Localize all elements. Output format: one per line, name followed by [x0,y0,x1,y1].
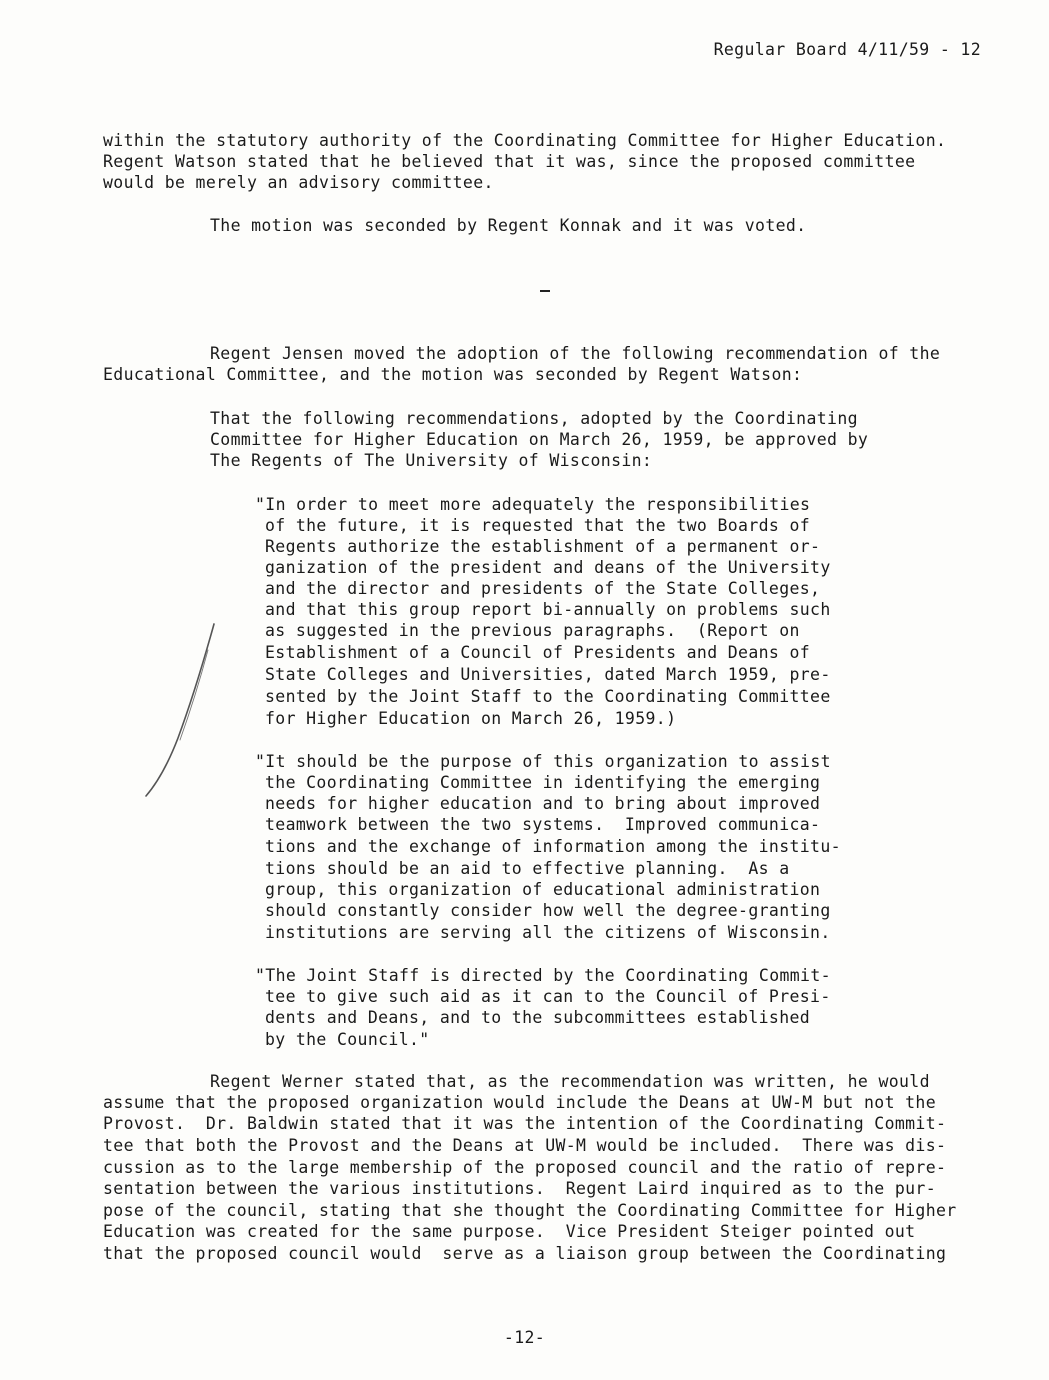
quote-line: as suggested in the previous paragraphs. (Report on [265,621,800,640]
paragraph-line: cussion as to the large membership of the proposed council and the ratio of repre- [103,1158,947,1177]
paragraph-line: Provost. Dr. Baldwin stated that it was the intention of the Coordinating Commit- [103,1114,947,1133]
paragraph-line: Regent Watson stated that he believed that it was, since the proposed committee [103,152,916,171]
paragraph-line: would be merely an advisory committee. [103,173,494,192]
quote-line: "The Joint Staff is directed by the Coordinating Commit- [255,966,831,985]
quote-line: "In order to meet more adequately the responsibilities [255,495,811,514]
paragraph-line: sentation between the various institutions. Regent Laird inquired as to the pur- [103,1179,936,1198]
quote-line: the Coordinating Committee in identifying the emerging [265,773,821,792]
quote-line: Regents authorize the establishment of a permanent or- [265,537,821,556]
quote-line: tions should be an aid to effective planning. As a [265,859,790,878]
quote-line: dents and Deans, and to the subcommittees established [265,1008,811,1027]
paragraph-line: pose of the council, stating that she thought the Coordinating Committee for Higher [103,1201,957,1220]
quote-line: "It should be the purpose of this organization to assist [255,752,831,771]
quote-line: by the Council." [265,1030,430,1049]
quote-line: tee to give such aid as it can to the Council of Presi- [265,987,831,1006]
resolution-line: That the following recommendations, adopted by the Coordinating [210,409,858,428]
paragraph-line: tee that both the Provost and the Deans at UW-M would be included. There was dis- [103,1136,947,1155]
quote-line: institutions are serving all the citizens of Wisconsin. [265,923,831,942]
paragraph-line: assume that the proposed organization would include the Deans at UW-M but not the [103,1093,936,1112]
resolution-line: The Regents of The University of Wisconsin: [210,451,653,470]
paragraph-line: Regent Jensen moved the adoption of the following recommendation of the [210,344,941,363]
quote-line: needs for higher education and to bring about improved [265,794,821,813]
resolution-line: Committee for Higher Education on March 26, 1959, be approved by [210,430,869,449]
page-number: -12- [503,1328,546,1347]
paragraph-line: that the proposed council would serve as a liaison group between the Coordinating [103,1244,947,1263]
quote-line: Establishment of a Council of Presidents and Deans of [265,643,811,662]
paragraph-line: Educational Committee, and the motion was seconded by Regent Watson: [103,365,803,384]
quote-line: and the director and presidents of the State Colleges, [265,579,821,598]
quote-line: sented by the Joint Staff to the Coordinating Committee [265,687,831,706]
paragraph-line: Regent Werner stated that, as the recommendation was written, he would [210,1072,930,1091]
running-head: Regular Board 4/11/59 - 12 [713,40,981,59]
quote-line: ganization of the president and deans of the University [265,558,831,577]
motion-line: The motion was seconded by Regent Konnak and it was voted. [210,216,807,235]
quote-line: for Higher Education on March 26, 1959.) [265,709,677,728]
paragraph-line: Education was created for the same purpose. Vice President Steiger pointed out [103,1222,916,1241]
quote-line: State Colleges and Universities, dated March 1959, pre- [265,665,831,684]
quote-line: group, this organization of educational administration [265,880,821,899]
quote-line: of the future, it is requested that the two Boards of [265,516,811,535]
quote-line: teamwork between the two systems. Improved communica- [265,815,821,834]
paragraph-line: within the statutory authority of the Coordinating Committee for Higher Education. [103,131,947,150]
section-divider [540,290,550,292]
margin-pen-mark-icon [138,620,218,800]
quote-line: tions and the exchange of information among the institu- [265,837,841,856]
quote-line: should constantly consider how well the degree-granting [265,901,831,920]
quote-line: and that this group report bi-annually on problems such [265,600,831,619]
